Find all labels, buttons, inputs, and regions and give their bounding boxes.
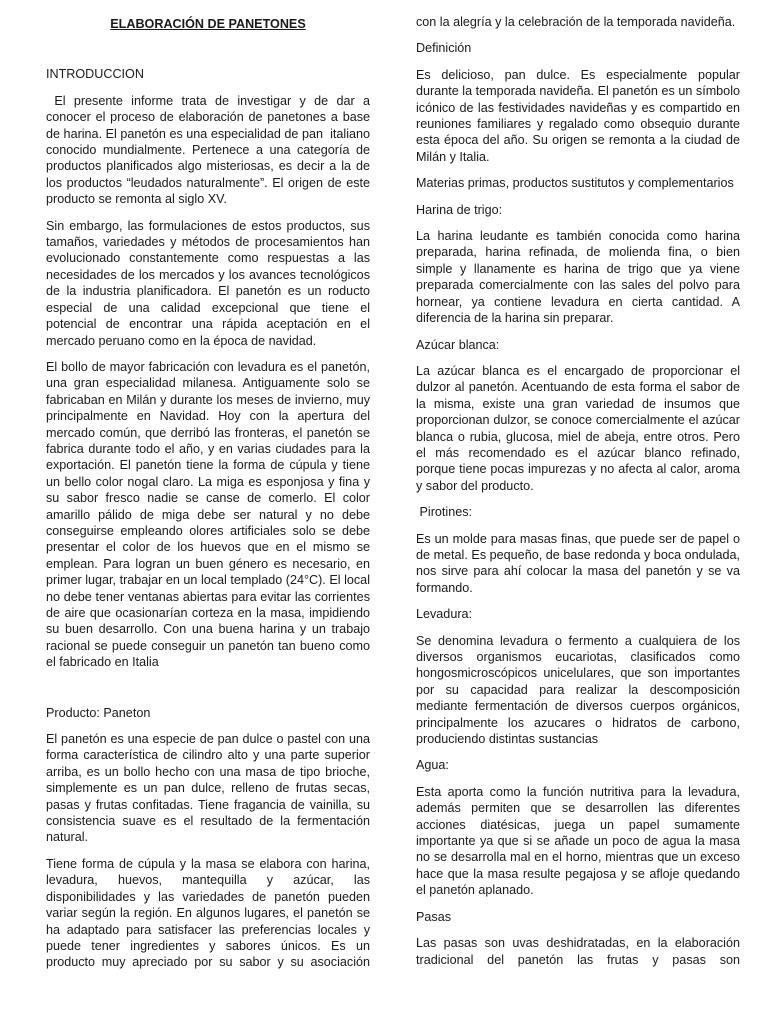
flour-heading: Harina de trigo: <box>416 202 503 217</box>
definition-paragraph: Es delicioso, pan dulce. Es especialmente popular durante la temporada navideña. El panetón es un símbolo icónico de las festividades navideñas y es compartido en reuniones familiares y regalado como obsequio durante esta época del año. Su origen se remonta a la ciudad de Milán y Italia. <box>416 67 740 164</box>
product-paragraph-1: El panetón es una especie de pan dulce o pastel con una forma característica de cilindro alto y una parte superior arriba, es un bollo hecho con una masa de tipo brioche, simplemente es un pan dulce, relleno de frutas secas, pasas y frutas confitadas. Tiene fragancia de vainilla, su consistencia suave es el resultado de la fermentación natural. <box>46 732 370 845</box>
water-heading: Agua: <box>416 758 449 773</box>
product-paragraph-2: Tiene forma de cúpula y la masa se elabora con harina, levadura, huevos, mantequilla y azúcar, las disponibilidades y las variedades de panetón pueden variar según la región. En algunos lugares, el panetón se ha adaptado para satisfacer las preferencias locales y puede tener ingredientes y sabores únicos. Es un producto muy apreciado por su sabor y su asociación <box>46 856 370 970</box>
water-paragraph: Esta aporta como la función nutritiva para la levadura, además permiten que se desarrollen las diferentes acciones diatésicas, juega un papel sumamente importante ya que si se añade un poco de agua la masa no se desarrolla mal en el horno, mientras que un exceso hace que la masa resulte pegajosa y se afloje quedando el panetón aplanado. <box>416 784 740 898</box>
flour-paragraph: La harina leudante es también conocida como harina preparada, harina refinada, de molienda fina, o bien simple y llanamente es harina de trigo que ya viene preparada comercialmente con las sales del polvo para hornear, ya contiene levadura en cierta cantidad. A diferencia de la harina sin preparar. <box>416 229 740 326</box>
intro-paragraph-2: Sin embargo, las formulaciones de estos productos, sus tamaños, variedades y métodos de procesamientos han evolucionado constantemente como respuestas a las necesidades de los mercados y los avances tecnológicos de la industria planificadora. El panetón es un roducto especial de una calidad excepcional que tiene el potencial de encontrar una rápida aceptación en el mercado peruano como en la época de navidad. <box>46 218 370 348</box>
continuation-paragraph: con la alegría y la celebración de la temporada navideña. <box>416 15 736 29</box>
pirotines-heading: Pirotines: <box>416 505 472 520</box>
intro-paragraph-1: El presente informe trata de investigar y de dar a conocer el proceso de elaboración de panetones a base de harina. El panetón es una especialidad de pan italiano conocido mundialmente. Pertenece a una categoría de productos planificados algo misteriosas, es decir a la de los productos “leudados naturalmente”. El origen de este producto se remonta al siglo XV. <box>46 93 377 207</box>
definition-heading: Definición <box>416 41 472 56</box>
raisins-paragraph: Las pasas son uvas deshidratadas, en la elaboración tradicional del panetón las frutas y pasas son <box>416 936 740 967</box>
intro-heading: INTRODUCCION <box>46 67 144 82</box>
document-title: ELABORACIÓN DE PANETONES <box>110 17 306 31</box>
materials-heading: Materias primas, productos sustitutos y complementarios <box>416 176 734 191</box>
yeast-heading: Levadura: <box>416 607 473 622</box>
yeast-paragraph: Se denomina levadura o fermento a cualquiera de los diversos organismos eucariotas, clasificados como hongosmicroscópicos unicelulares, que son importantes por su capacidad para realizar la descomposición mediante fermentación de diversos cuerpos orgánicos, principalmente los azucares o hidratos de carbono, produciendo distintas sustancias <box>416 633 740 747</box>
sugar-heading: Azúcar blanca: <box>416 337 500 352</box>
sugar-paragraph: La azúcar blanca es el encargado de proporcionar el dulzor al panetón. Acentuando de esta forma el sabor de la misma, existe una gran variedad de insumos que proporcionan dulzor, se conoce comercialmente el azúcar blanca o rubia, glucosa, miel de abeja, entre otros. Pero el más recomendado es el azúcar blanco refinado, porque tiene pocas impurezas y no afecta al calor, aroma y sabor del producto. <box>416 363 740 493</box>
pirotines-paragraph: Es un molde para masas finas, que puede ser de papel o de metal. Es pequeño, de base redonda y boca ondulada, nos sirve para ahí colocar la masa del panetón y se va formando. <box>416 531 740 595</box>
raisins-heading: Pasas <box>416 909 452 924</box>
intro-paragraph-3: El bollo de mayor fabricación con levadura es el panetón, una gran especialidad milanesa. Antiguamente solo se fabricaban en Milán y durante los meses de invierno, muy principalmente en Navidad. Hoy con la apertura del mercado común, que derribó las fronteras, el panetón se fabrica durante todo el año, y en varias ciudades para la exportación. El panetón tiene la forma de cúpula y tiene un bello color nogal claro. La miga es esponjosa y fina y su sabor fresco nadie se canse de comerlo. El color amarillo pálido de miga debe ser natural y no debe conseguirse empleando olores artificiales solo se debe presentar el color de los huevos que en el mismo se emplean. Para logran un buen género es necesario, en primer lugar, trabajar en un local templado (24°C). El local no debe tener ventanas abiertas para evitar las corrientes de aire que ocasionarían corteza en la masa, impidiendo su buen desarrollo. Con una buena harina y un trabajo racional se puede conseguir un panetón tan bueno como el fabricado en Italia <box>46 359 370 670</box>
product-heading: Producto: Paneton <box>46 705 151 720</box>
right-column <box>416 14 740 978</box>
left-column <box>46 14 377 981</box>
